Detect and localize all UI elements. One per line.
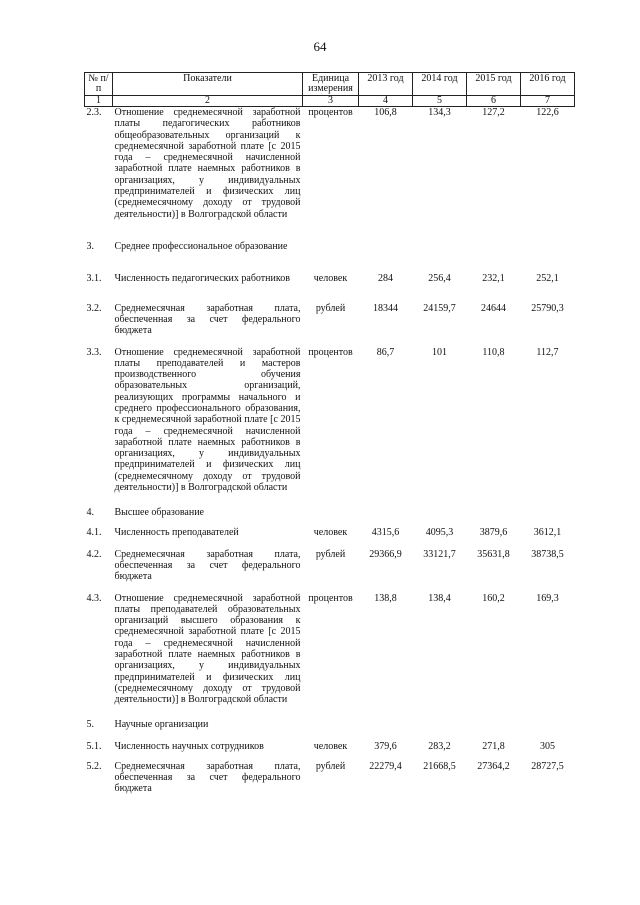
value-2016: 169,3 <box>536 592 559 604</box>
value-2016 <box>521 719 575 741</box>
indicator-text: Отношение среднемесячной заработной платы преподавателей и мастеров производственного обучения образовательных организаций, реализующих программы начального и среднего профессионального образования, к среднемесячной заработной плате [с 2015 года – среднемесячной начисленной заработной плате наемных работников в организациях, у индивидуальных предпринимателей и физических лиц (среднемесячному доходу от трудовой деятельности)] в Волгоградской области <box>114 346 301 494</box>
value-2016: 3612,1 <box>533 526 562 538</box>
value-2014: 21668,5 <box>423 760 456 772</box>
row-number: 5.2. <box>86 760 102 772</box>
table-row <box>85 347 575 507</box>
unit-cell: человек <box>313 272 348 284</box>
unit-cell: процентов <box>308 346 353 358</box>
value-2016: 305 <box>540 740 555 752</box>
table-row <box>85 273 575 303</box>
value-2015: 127,2 <box>482 107 505 118</box>
row-number: 5. <box>86 718 94 730</box>
header-indicators: Показатели <box>113 73 303 96</box>
indicators-table <box>84 72 575 797</box>
value-2013: 379,6 <box>374 740 397 752</box>
column-number: 7 <box>521 96 575 107</box>
value-2014 <box>413 241 467 273</box>
indicator-text: Среднемесячная заработная плата, обеспеченная за счет федерального бюджета <box>114 760 301 795</box>
row-number: 4.1. <box>86 526 102 538</box>
value-2015: 3879,6 <box>479 526 508 538</box>
page-number: 64 <box>313 39 327 54</box>
unit-cell: процентов <box>308 107 353 118</box>
table-row <box>85 761 575 797</box>
value-2013: 22279,4 <box>369 760 402 772</box>
indicator-text: Среднее профессиональное образование <box>114 240 288 252</box>
indicator-text: Численность научных сотрудников <box>114 740 264 752</box>
table-row <box>85 241 575 273</box>
table-row <box>85 303 575 347</box>
column-number-row <box>85 96 575 107</box>
value-2014: 134,3 <box>428 107 451 118</box>
value-2016 <box>521 507 575 527</box>
header-2013: 2013 год <box>359 73 413 96</box>
header-no: № п/п <box>85 73 113 96</box>
column-number: 3 <box>303 96 359 107</box>
row-number: 3.3. <box>86 346 102 358</box>
value-2014 <box>413 719 467 741</box>
unit-cell: рублей <box>315 760 346 772</box>
value-2016: 112,7 <box>536 346 559 358</box>
unit-cell: человек <box>313 526 348 538</box>
table-row <box>85 507 575 527</box>
value-2015 <box>467 241 521 273</box>
unit-cell: рублей <box>315 302 346 314</box>
value-2016 <box>521 241 575 273</box>
value-2014: 138,4 <box>428 592 451 604</box>
indicator-text: Среднемесячная заработная плата, обеспеченная за счет федерального бюджета <box>114 548 301 583</box>
unit-cell: процентов <box>308 592 353 604</box>
row-number: 2.3. <box>86 107 102 118</box>
table-row <box>85 107 575 241</box>
row-number: 4.2. <box>86 548 102 560</box>
row-number: 3. <box>86 240 94 252</box>
indicator-text: Научные организации <box>114 718 209 730</box>
value-2013 <box>359 241 413 273</box>
indicator-text: Численность педагогических работников <box>114 272 290 284</box>
value-2013: 138,8 <box>374 592 397 604</box>
value-2015: 24644 <box>481 302 506 314</box>
table-header-row <box>85 73 575 96</box>
header-2016: 2016 год <box>521 73 575 96</box>
table-row <box>85 593 575 719</box>
value-2015: 110,8 <box>482 346 505 358</box>
unit-cell <box>303 719 359 741</box>
value-2015 <box>467 507 521 527</box>
value-2016: 25790,3 <box>531 302 564 314</box>
value-2014: 24159,7 <box>423 302 456 314</box>
column-number: 6 <box>467 96 521 107</box>
value-2015: 35631,8 <box>477 548 510 560</box>
value-2014: 256,4 <box>428 272 451 284</box>
column-number: 2 <box>113 96 303 107</box>
unit-cell: рублей <box>315 548 346 560</box>
row-number: 4. <box>86 506 94 518</box>
table-row <box>85 741 575 761</box>
value-2015: 232,1 <box>482 272 505 284</box>
row-number: 5.1. <box>86 740 102 752</box>
value-2015: 271,8 <box>482 740 505 752</box>
value-2016: 38738,5 <box>531 548 564 560</box>
value-2015: 160,2 <box>482 592 505 604</box>
table-body <box>85 107 575 797</box>
column-number: 5 <box>413 96 467 107</box>
value-2015: 27364,2 <box>477 760 510 772</box>
header-unit: Единица измерения <box>303 73 359 96</box>
value-2013 <box>359 507 413 527</box>
value-2013: 86,7 <box>376 346 395 358</box>
header-2014: 2014 год <box>413 73 467 96</box>
value-2013: 29366,9 <box>369 548 402 560</box>
value-2014 <box>413 507 467 527</box>
value-2014: 4095,3 <box>425 526 454 538</box>
unit-cell <box>303 507 359 527</box>
indicator-text: Численность преподавателей <box>114 526 239 538</box>
value-2013: 18344 <box>373 302 398 314</box>
row-number: 3.2. <box>86 302 102 314</box>
indicator-text: Отношение среднемесячной заработной платы педагогических работников общеобразовательных организаций к среднемесячной заработной плате [с 2015 года – среднемесячной начисленной заработной плате наемных работников в организациях, у индивидуальных предпринимателей и физических лиц (среднемесячному доходу от трудовой деятельности)] в Волгоградской области <box>114 107 301 220</box>
value-2015 <box>467 719 521 741</box>
row-number: 3.1. <box>86 272 102 284</box>
column-number: 1 <box>85 96 113 107</box>
column-number: 4 <box>359 96 413 107</box>
unit-cell: человек <box>313 740 348 752</box>
value-2013: 284 <box>378 272 393 284</box>
row-number: 4.3. <box>86 592 102 604</box>
value-2014: 283,2 <box>428 740 451 752</box>
value-2013 <box>359 719 413 741</box>
value-2016: 122,6 <box>536 107 559 118</box>
indicator-text: Высшее образование <box>114 506 204 518</box>
table-row <box>85 527 575 549</box>
table-row <box>85 549 575 593</box>
value-2016: 28727,5 <box>531 760 564 772</box>
value-2014: 101 <box>432 346 447 358</box>
header-2015: 2015 год <box>467 73 521 96</box>
table-row <box>85 719 575 741</box>
value-2013: 4315,6 <box>371 526 400 538</box>
value-2014: 33121,7 <box>423 548 456 560</box>
indicator-text: Отношение среднемесячной заработной платы преподавателей образовательных организаций высшего образования к среднемесячной заработной плате [с 2015 года – среднемесячной начисленной заработной плате наемных работников в организациях, у индивидуальных предпринимателей и физических лиц (среднемесячному доходу от трудовой деятельности)] в Волгоградской области <box>114 592 301 706</box>
value-2016: 252,1 <box>536 272 559 284</box>
indicator-text: Среднемесячная заработная плата, обеспеченная за счет федерального бюджета <box>114 302 301 337</box>
value-2013: 106,8 <box>374 107 397 118</box>
unit-cell <box>303 241 359 273</box>
